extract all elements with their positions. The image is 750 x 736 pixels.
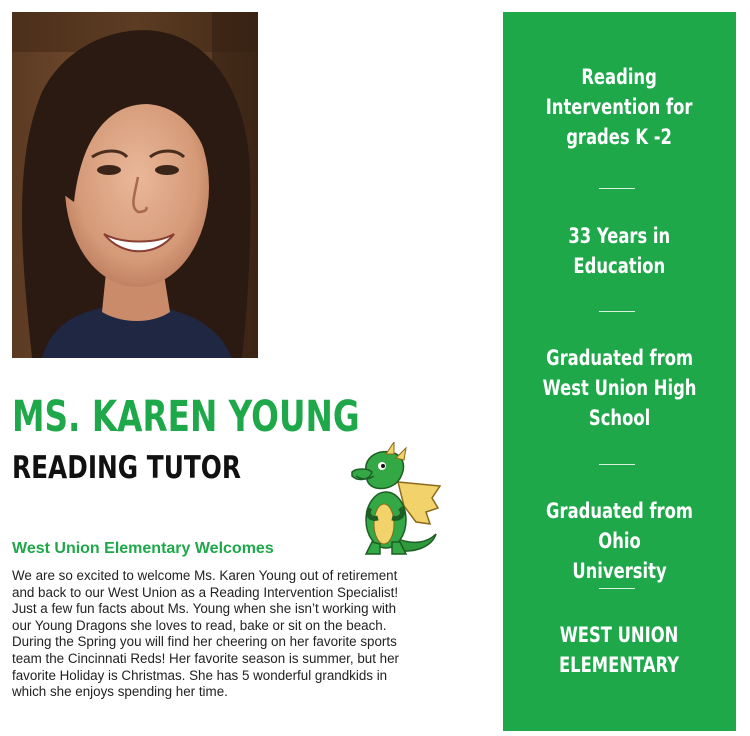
fact-divider	[599, 588, 635, 589]
welcome-heading: West Union Elementary Welcomes	[12, 540, 274, 557]
bio-paragraph: We are so excited to welcome Ms. Karen Young out of retirement and back to our West Union as a Reading Intervention Specialist! Just a few fun facts about Ms. Young when she isn’t working with our Young Dragons she loves to read, bake or sit on the beach. During the Spring you will find her cheering on her favorite sports team the Cincinnati Reds! Her favorite season is summer, but her favorite Holiday is Christmas. She has 5 wonderful grandkids in which she enjoys spending her time.	[12, 568, 400, 700]
fact-years-in-education: 33 Years in Education	[568, 224, 671, 278]
fact-divider	[599, 311, 635, 312]
school-name: WEST UNION ELEMENTARY	[559, 623, 680, 677]
fact-reading-intervention: Reading Intervention for grades K -2	[546, 65, 693, 149]
teacher-name: MS. KAREN YOUNG	[12, 392, 360, 442]
portrait-photo	[12, 12, 258, 358]
dragon-mascot-icon	[346, 442, 442, 558]
facts-panel	[503, 12, 736, 731]
fact-graduated-university: Graduated from Ohio University	[546, 499, 693, 583]
fact-graduated-high-school: Graduated from West Union High School	[542, 346, 697, 430]
teacher-role: READING TUTOR	[12, 450, 241, 486]
fact-divider	[599, 464, 635, 465]
fact-divider	[599, 188, 635, 189]
